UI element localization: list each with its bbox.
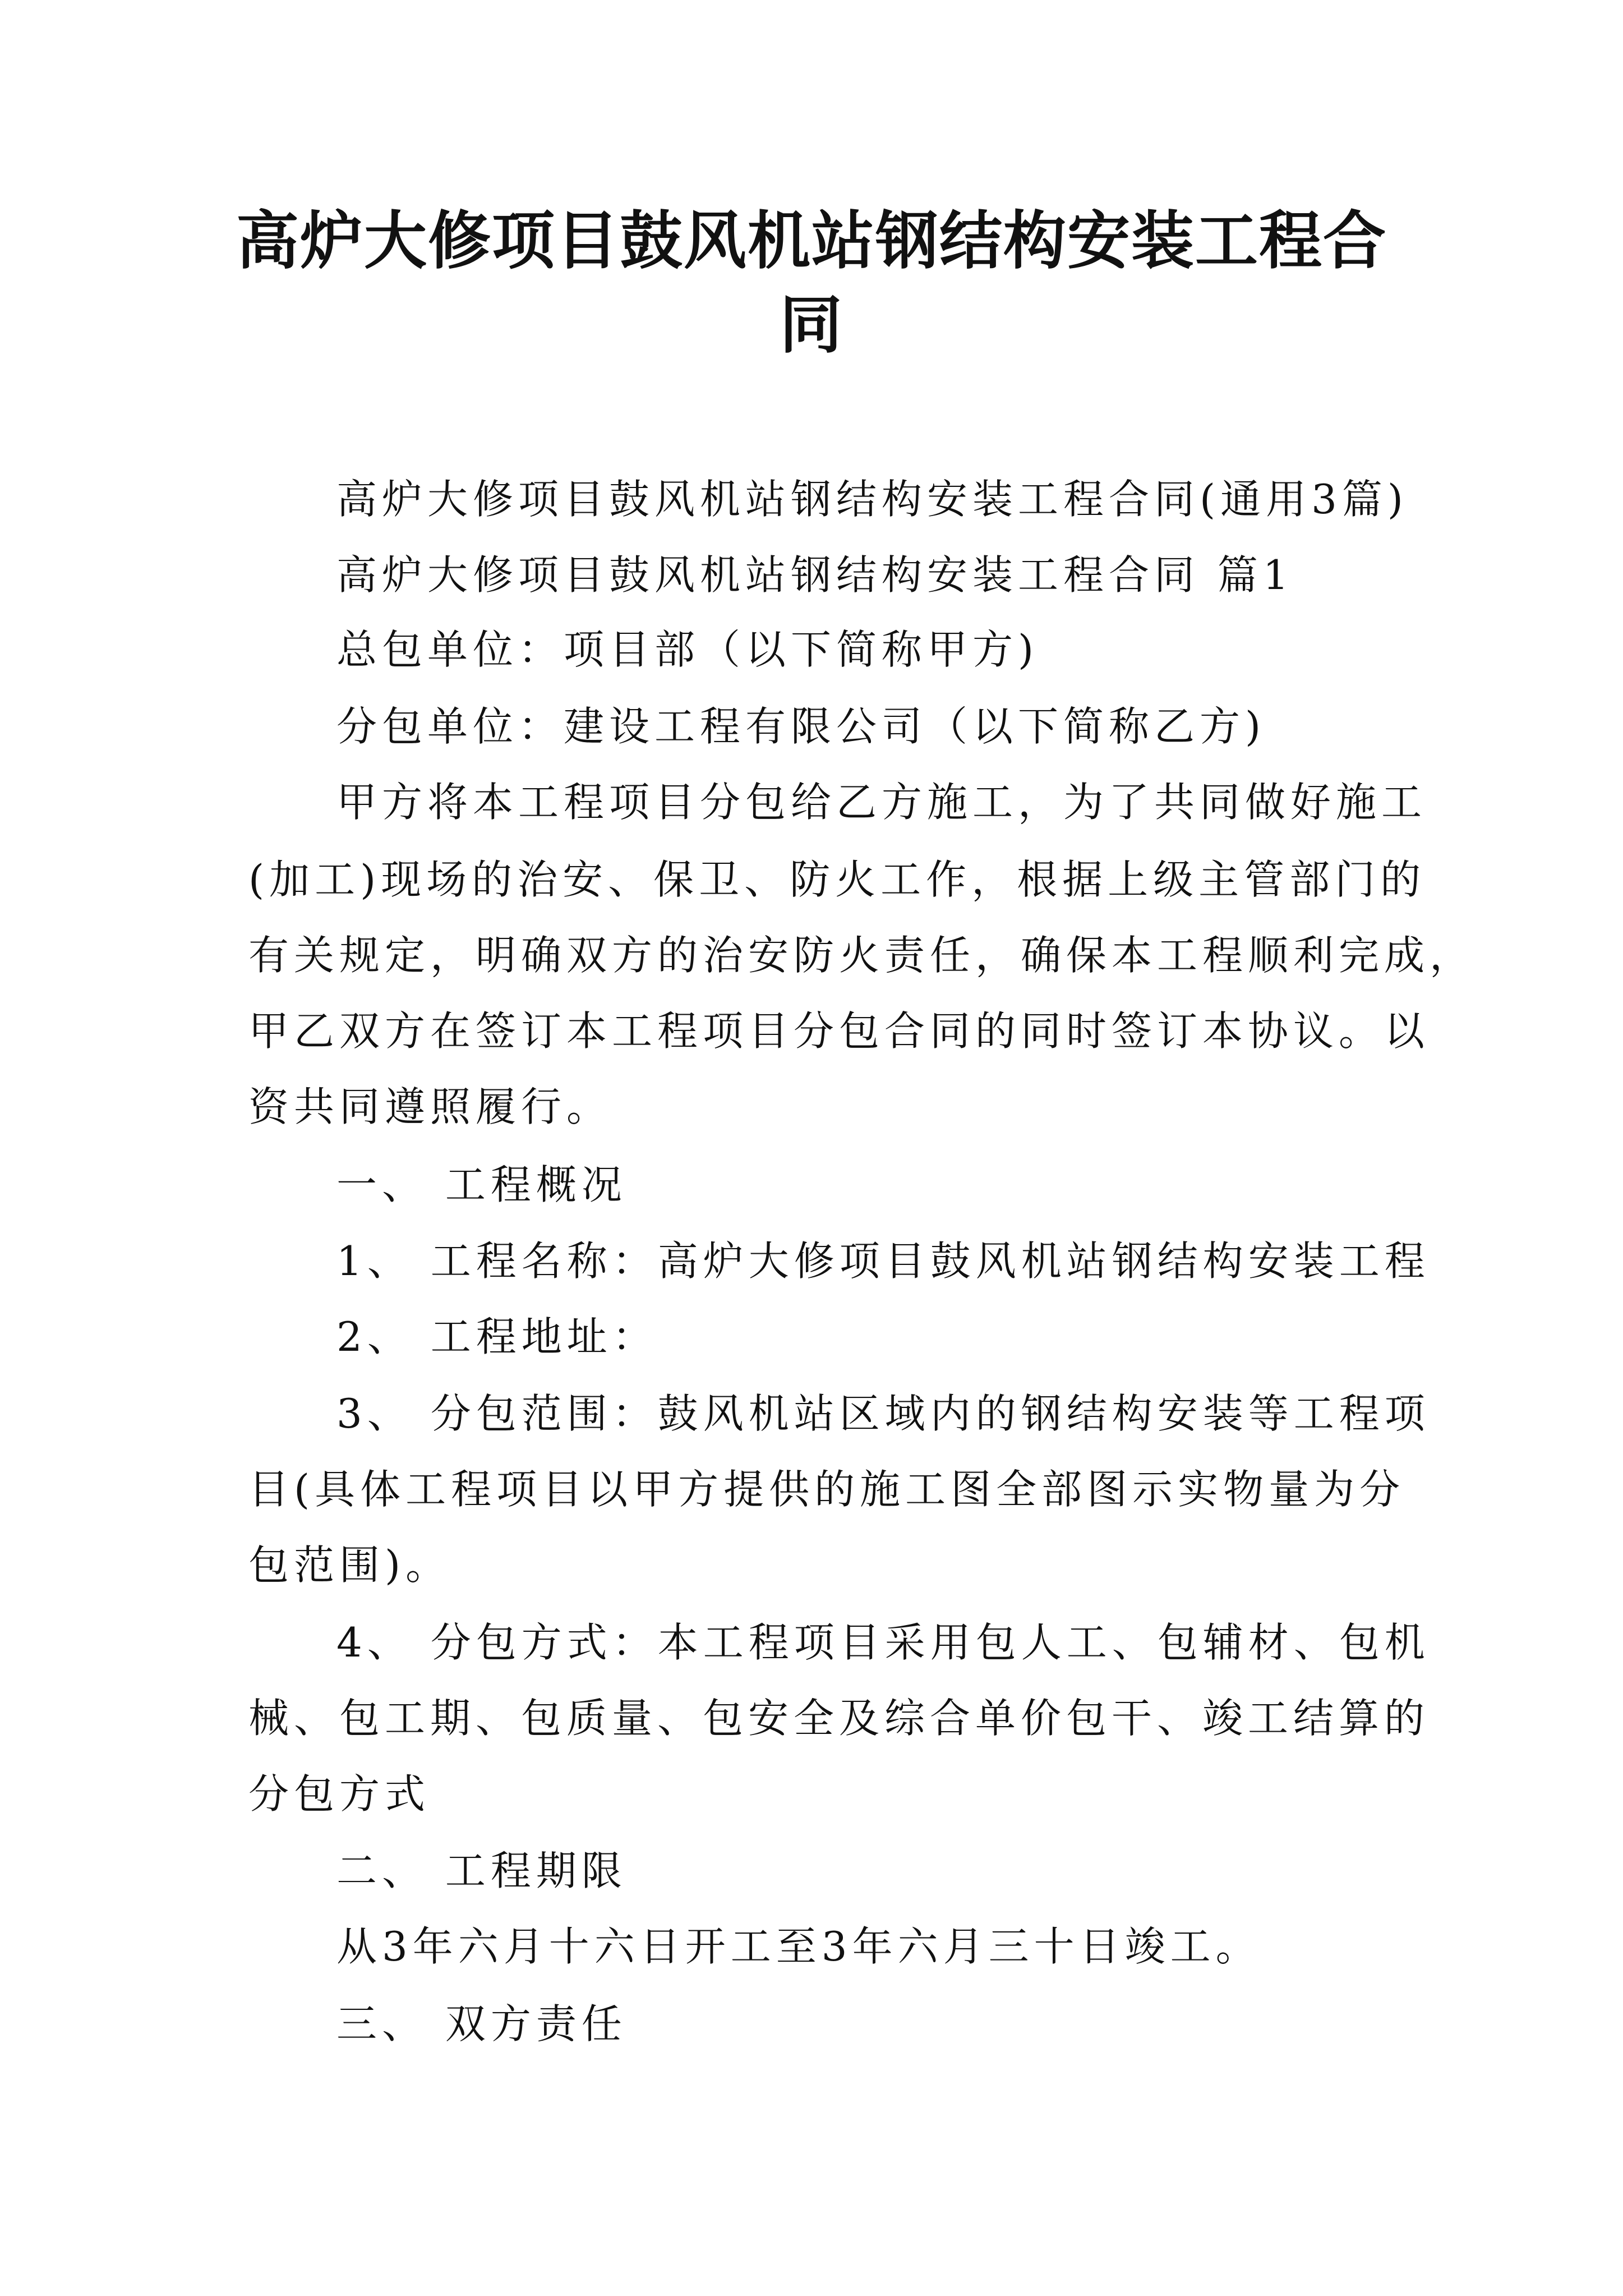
subtitle-part-1: 高炉大修项目鼓风机站钢结构安装工程合同 篇1	[336, 551, 1294, 599]
item-method-line: 械、包工期、包质量、包安全及综合单价包干、竣工结算的	[248, 1695, 1430, 1742]
item-scope-line: 目(具体工程项目以甲方提供的施工图全部图示实物量为分	[248, 1466, 1405, 1513]
document-title-line-1: 高炉大修项目鼓风机站钢结构安装工程合	[236, 204, 1387, 278]
item-project-address: 2、 工程地址：	[336, 1313, 658, 1360]
item-scope-line: 包范围)。	[248, 1542, 451, 1589]
party-a-line: 总包单位：项目部（以下简称甲方)	[336, 626, 1039, 673]
section-heading-period: 二、 工程期限	[336, 1847, 627, 1894]
intro-paragraph-line: 资共同遵照履行。	[248, 1083, 612, 1130]
item-project-name: 1、 工程名称：高炉大修项目鼓风机站钢结构安装工程	[336, 1237, 1430, 1285]
intro-paragraph-line: 有关规定，明确双方的治安防火责任，确保本工程顺利完成，	[248, 932, 1476, 979]
section-heading-responsibilities: 三、 双方责任	[336, 2000, 627, 2047]
item-method-line: 分包方式	[248, 1770, 431, 1818]
document-title-line-2: 同	[780, 288, 843, 362]
period-line: 从3年六月十六日开工至3年六月三十日竣工。	[336, 1923, 1261, 1970]
party-b-line: 分包单位：建设工程有限公司（以下简称乙方)	[336, 703, 1266, 750]
section-heading-overview: 一、 工程概况	[336, 1161, 627, 1208]
item-scope-line: 3、 分包范围：鼓风机站区域内的钢结构安装等工程项	[336, 1390, 1430, 1437]
item-method-line: 4、 分包方式：本工程项目采用包人工、包辅材、包机	[336, 1619, 1430, 1666]
intro-paragraph-line: 甲乙双方在签订本工程项目分包合同的同时签订本协议。以	[248, 1007, 1430, 1055]
intro-paragraph-line: (加工)现场的治安、保卫、防火工作，根据上级主管部门的	[248, 856, 1426, 903]
subtitle-collection: 高炉大修项目鼓风机站钢结构安装工程合同(通用3篇)	[336, 476, 1408, 523]
intro-paragraph-line: 甲方将本工程项目分包给乙方施工，为了共同做好施工	[336, 779, 1427, 826]
